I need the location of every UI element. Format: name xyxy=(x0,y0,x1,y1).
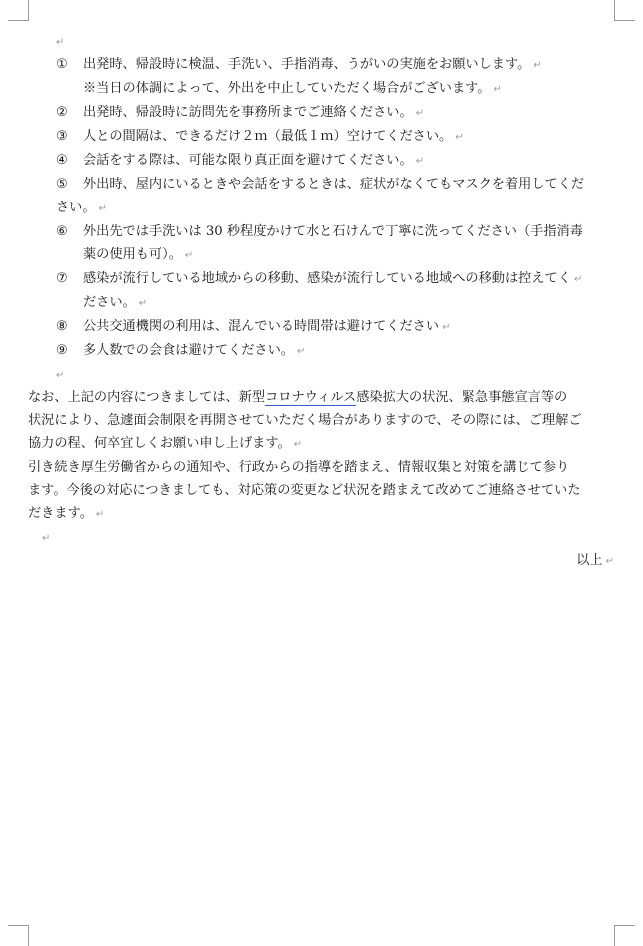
item-text: 外出先では手洗いは 30 秒程度かけて水と石けんで丁寧に洗ってください（手指消毒 xyxy=(83,224,583,239)
item-text: 外出時、屋内にいるときや会話をするときは、症状がなくてもマスクを着用してくだ xyxy=(83,177,585,192)
paragraph-mark-icon: ↵ xyxy=(184,250,194,261)
closing-text: 以上 xyxy=(576,553,603,568)
empty-paragraph xyxy=(28,30,616,53)
item-text: 会話をする際は、可能な限り真正面を避けてください。 xyxy=(83,153,413,168)
para1-text-a: なお、上記の内容につきましては、新型 xyxy=(28,390,266,405)
item-number: ③ xyxy=(56,129,68,144)
list-item-3 xyxy=(28,125,616,149)
paragraph-mark-icon: ↵ xyxy=(293,439,303,450)
item-text: 多人数での会食は避けてください。 xyxy=(83,343,294,358)
paragraph-mark-icon: ↵ xyxy=(573,274,583,285)
note-text: ※当日の体調によって、外出を中止していただく場合がございます。 xyxy=(83,81,491,96)
paragraph-mark-icon: ↵ xyxy=(56,370,65,381)
list-item-7 xyxy=(28,267,616,291)
item-number: ② xyxy=(56,105,68,120)
list-item-1 xyxy=(28,53,616,77)
paragraph-mark-icon: ↵ xyxy=(415,108,425,119)
crop-mark-top-left xyxy=(8,0,29,21)
list-item-8 xyxy=(28,315,616,339)
para1-text-c: 協力の程、何卒宜しくお願い申し上げます。 xyxy=(28,436,291,451)
item-number: ① xyxy=(56,57,68,72)
list-item-9 xyxy=(28,339,616,363)
para2-text-c: だきます。 xyxy=(28,506,93,521)
paragraph-2-line-3 xyxy=(28,502,616,526)
paragraph-2-line-2: ます。今後の対応につきましても、対応策の変更など状況を踏まえて改めてご連絡させていた xyxy=(28,483,581,498)
paragraph-1-line-1 xyxy=(28,386,616,409)
paragraph-mark-icon: ↵ xyxy=(42,533,51,544)
document-body[interactable] xyxy=(28,30,616,573)
list-item-5-continuation xyxy=(28,196,616,220)
spellcheck-underlined-text[interactable]: コロナウィルス xyxy=(265,390,357,405)
closing-line xyxy=(28,549,616,573)
crop-mark-top-right xyxy=(614,0,635,21)
list-item-4 xyxy=(28,149,616,173)
item-text: 出発時、帰設時に訪問先を事務所までご連絡ください。 xyxy=(83,105,413,120)
paragraph-mark-icon: ↵ xyxy=(95,509,105,520)
list-item-6 xyxy=(28,220,616,243)
item-text-cont: ださい。 xyxy=(83,295,136,310)
list-item-6-continuation xyxy=(28,243,616,267)
list-item-2 xyxy=(28,101,616,125)
paragraph-mark-icon: ↵ xyxy=(533,60,542,71)
list-item-5 xyxy=(28,173,616,196)
item-text-cont: 薬の使用も可）。 xyxy=(83,247,182,262)
paragraph-1-line-3 xyxy=(28,432,616,456)
item-number: ④ xyxy=(56,153,68,168)
paragraph-mark-icon: ↵ xyxy=(605,556,614,567)
paragraph-mark-icon: ↵ xyxy=(455,132,464,143)
crop-mark-bottom-left xyxy=(8,925,29,946)
item-number: ⑥ xyxy=(56,224,68,239)
empty-paragraph xyxy=(28,363,616,386)
list-item-7-continuation xyxy=(28,291,616,315)
item-text: 感染が流行している地域からの移動、感染が流行している地域への移動は控えてく xyxy=(83,271,571,286)
item-number: ⑦ xyxy=(56,271,68,286)
item-number: ⑤ xyxy=(56,177,68,192)
paragraph-mark-icon: ↵ xyxy=(415,156,425,167)
paragraph-2-line-1: 引き続き厚生労働省からの通知や、行政からの指導を踏まえ、情報収集と対策を講じて参り xyxy=(28,460,570,475)
item-text-cont: さい。 xyxy=(56,200,96,215)
paragraph-mark-icon: ↵ xyxy=(98,203,107,214)
crop-mark-bottom-right xyxy=(614,925,635,946)
paragraph-mark-icon: ↵ xyxy=(442,322,451,333)
empty-paragraph xyxy=(28,526,616,549)
item-text: 出発時、帰設時に検温、手洗い、手指消毒、うがいの実施をお願いします。 xyxy=(83,57,531,72)
note-line xyxy=(28,77,616,101)
item-text: 人との間隔は、できるだけ２ｍ（最低１ｍ）空けてください。 xyxy=(83,129,453,144)
item-number: ⑨ xyxy=(56,343,68,358)
paragraph-mark-icon: ↵ xyxy=(493,84,502,95)
paragraph-mark-icon: ↵ xyxy=(297,346,306,357)
para1-text-b: 感染拡大の状況、緊急事態宣言等の xyxy=(356,390,568,405)
paragraph-1-line-2: 状況により、急遽面会制限を再開させていただく場合がありますので、その際には、ご理解ご xyxy=(28,413,582,428)
paragraph-mark-icon: ↵ xyxy=(138,298,148,309)
item-text: 公共交通機関の利用は、混んでいる時間帯は避けてください xyxy=(83,319,440,334)
paragraph-mark-icon: ↵ xyxy=(56,37,65,48)
item-number: ⑧ xyxy=(56,319,68,334)
